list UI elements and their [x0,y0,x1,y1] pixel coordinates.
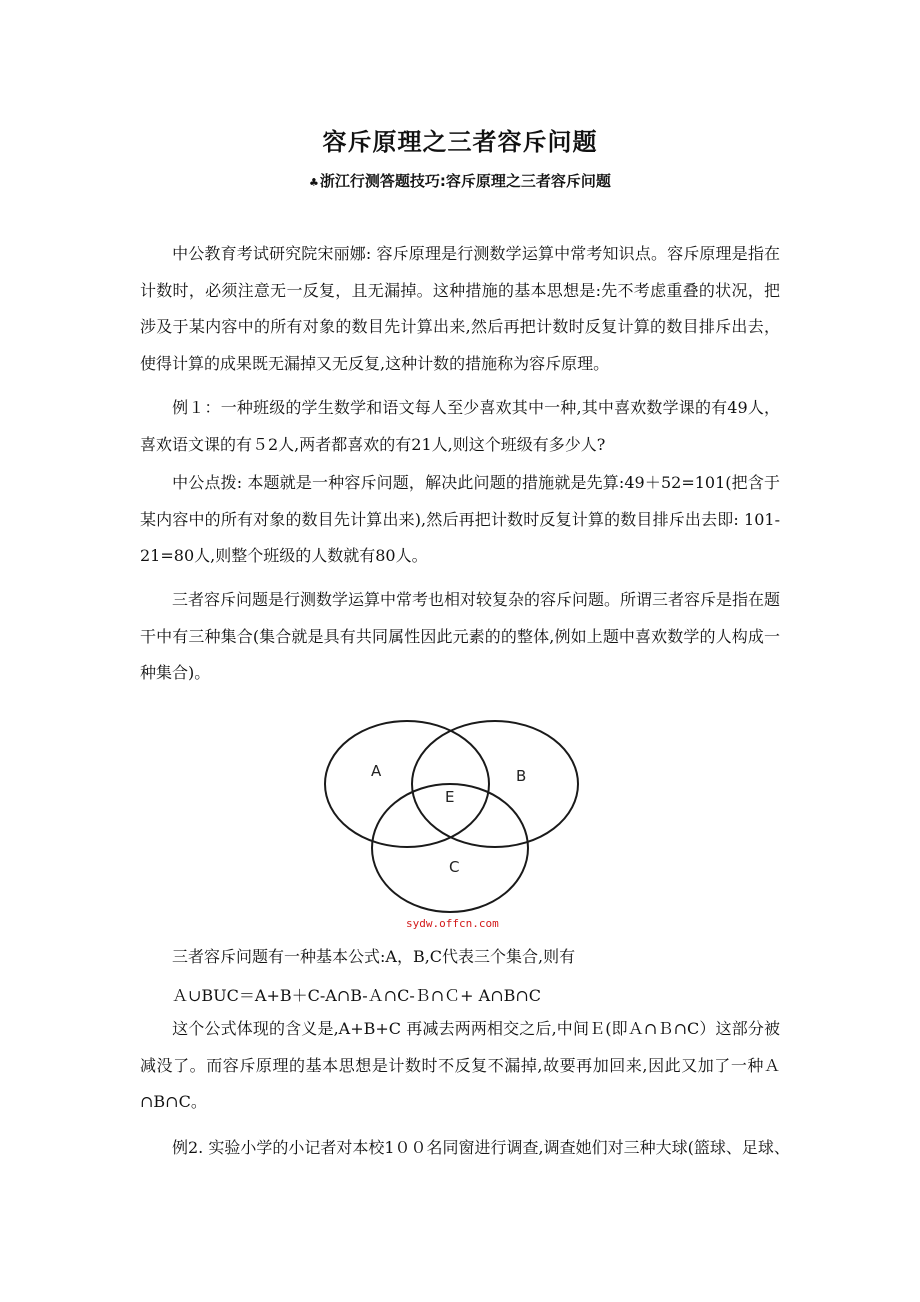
example1-paragraph [140,390,780,463]
intro-text: 中公教育考试研究院宋丽娜: 容斥原理是行测数学运算中常考知识点。容斥原理是指在计数时，必须注意无一反复，且无漏掉。这种措施的基本思想是:先不考虑重叠的状况，把涉及于某内容中的所有对象的数目先计算出来,然后再把计数时反复计算的数目排斥出去，使得计算的成果既无漏掉又无反复,这种计数的措施称为容斥原理。 [140,244,780,373]
label-b: B [516,767,527,785]
formula-intro: 三者容斥问题有一种基本公式:A，B,C代表三个集合,则有 [172,947,576,966]
three-sets-text: 三者容斥问题是行测数学运算中常考也相对较复杂的容斥问题。所谓三者容斥是指在题干中有三种集合(集合就是具有共同属性因此元素的的整体,例如上题中喜欢数学的人构成一种集合)。 [140,590,781,682]
subtitle [0,170,920,191]
venn-diagram [322,716,582,936]
label-a: A [371,762,382,780]
watermark-text: sydw.offcn.com [406,917,499,930]
point-paragraph [140,465,780,575]
club-icon: ♣ [309,176,319,189]
formula: Ａ∪BUC＝A+B＋C-A∩B-Ａ∩C-Ｂ∩Ｃ+ A∩B∩C [172,986,542,1005]
page-title: 容斥原理之三者容斥问题 [322,128,598,156]
example1-text: 例１：一种班级的学生数学和语文每人至少喜欢其中一种,其中喜欢数学课的有49人，喜欢语文课的有５2人,两者都喜欢的有21人,则这个班级有多少人? [140,398,780,454]
explain-paragraph [140,1011,780,1121]
point-text: 中公点拨: 本题就是一种容斥问题，解决此问题的措施就是先算:49＋52=101(把含于某内容中的所有对象的数目先计算出来),然后再把计数时反复计算的数目排斥出去即: 101-21=80人,则整个班级的人数就有80人。 [140,473,780,565]
label-c: C [449,858,460,876]
explain-text: 这个公式体现的含义是,A+B+C 再减去两两相交之后,中间Ｅ(即Ａ∩Ｂ∩C）这部分被减没了。而容斥原理的基本思想是计数时不反复不漏掉,故要再加回来,因此又加了一种Ａ∩B∩C。 [140,1019,780,1111]
example2-paragraph: 例2. 实验小学的小记者对本校1００名同窗进行调查,调查她们对三种大球(篮球、足球、 [172,1138,790,1157]
subtitle-text: 浙江行测答题技巧:容斥原理之三者容斥问题 [319,172,611,190]
label-e: E [445,788,455,806]
three-sets-paragraph [140,582,780,692]
intro-paragraph [140,236,780,382]
